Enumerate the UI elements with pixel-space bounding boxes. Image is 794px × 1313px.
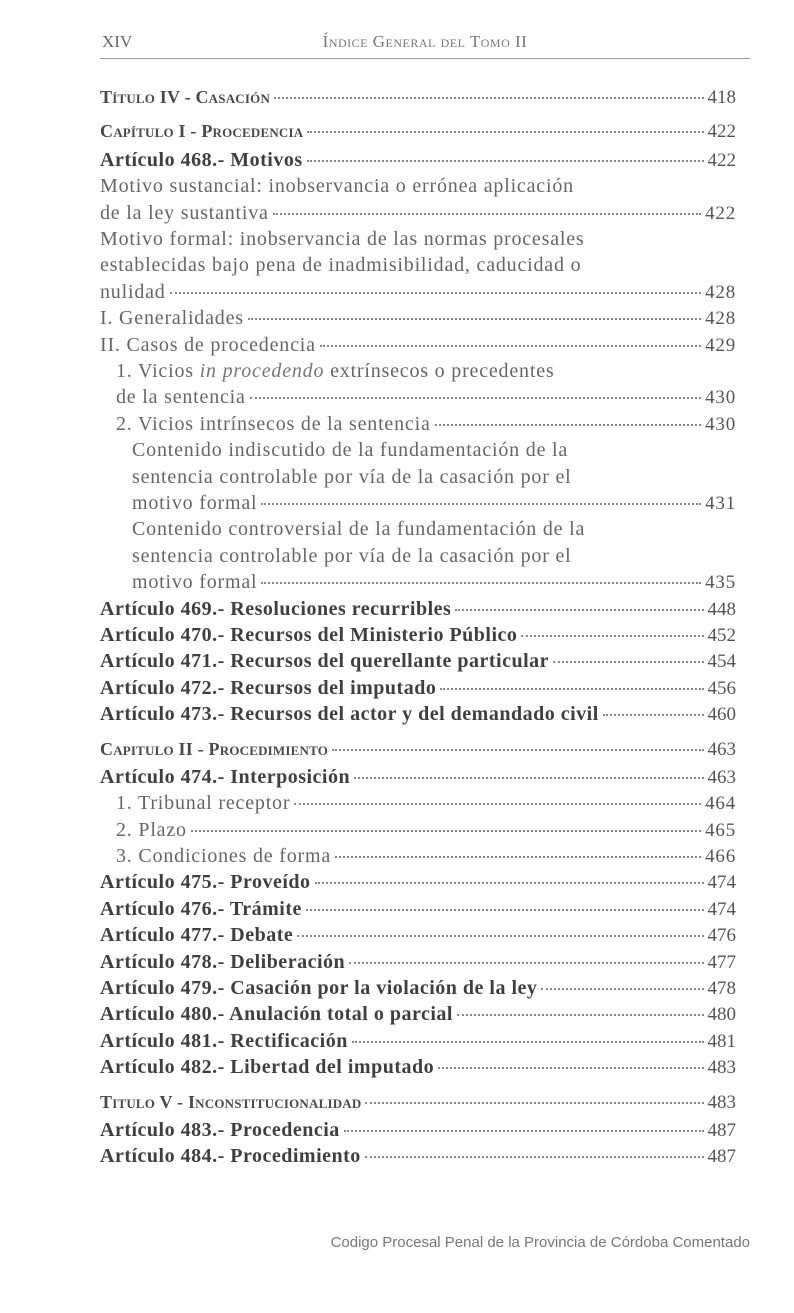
- entry-page: 460: [707, 704, 736, 726]
- entry-label: Artículo 484.- Procedimiento: [100, 1145, 361, 1168]
- dot-leader: [332, 749, 703, 751]
- entry-page: 428: [705, 281, 736, 303]
- entry-label: Titulo V - Inconstitucionalidad: [100, 1091, 362, 1112]
- entry-page: 487: [707, 1119, 736, 1141]
- entry-page: 483: [707, 1091, 736, 1113]
- entry-label: Artículo 478.- Deliberación: [100, 950, 346, 973]
- entry-page: 456: [707, 677, 736, 699]
- entry-label: II. Casos de procedencia: [100, 333, 316, 356]
- entry-label: Artículo 469.- Resoluciones recurribles: [100, 597, 452, 620]
- entry-page: 435: [705, 572, 736, 594]
- toc-entry-art481[interactable]: [100, 1028, 736, 1054]
- entry-page: 481: [707, 1030, 736, 1052]
- dot-leader: [440, 688, 703, 690]
- entry-label-line: nulidad: [100, 280, 166, 303]
- dot-leader: [344, 1130, 704, 1132]
- entry-label: I. Generalidades: [100, 307, 244, 330]
- toc-entry-art476[interactable]: [100, 896, 736, 922]
- entry-page: 477: [707, 951, 736, 973]
- dot-leader: [335, 856, 701, 858]
- entry-page: 483: [707, 1057, 736, 1079]
- entry-page: 464: [705, 793, 736, 815]
- dot-leader: [261, 582, 701, 584]
- dot-leader: [352, 1041, 704, 1043]
- dot-leader: [320, 345, 701, 347]
- entry-label-line: de la ley sustantiva: [100, 201, 269, 224]
- toc-entry-art470[interactable]: [100, 622, 736, 648]
- toc-entry-art473[interactable]: [100, 701, 736, 727]
- entry-page: 487: [707, 1146, 736, 1168]
- entry-page: 465: [705, 819, 736, 841]
- toc-entry-art475[interactable]: [100, 869, 736, 895]
- entry-label-line: sentencia controlable por vía de la casación por el: [132, 465, 572, 488]
- dot-leader: [553, 661, 703, 663]
- table-of-contents: [100, 84, 736, 1170]
- dot-leader: [365, 1102, 703, 1104]
- toc-entry-titulo-iv[interactable]: [100, 84, 736, 110]
- toc-entry-plazo[interactable]: [100, 817, 736, 843]
- entry-label-line: establecidas bajo pena de inadmisibilidad, caducidad o: [100, 254, 582, 277]
- page-number: XIV: [102, 32, 133, 51]
- dot-leader: [297, 935, 703, 937]
- toc-entry-art480[interactable]: [100, 1001, 736, 1027]
- entry-label: Artículo 472.- Recursos del imputado: [100, 676, 437, 699]
- toc-entry-art484[interactable]: [100, 1143, 736, 1169]
- dot-leader: [273, 213, 701, 215]
- dot-leader: [457, 1014, 704, 1016]
- entry-page: 466: [705, 846, 736, 868]
- entry-label: Artículo 468.- Motivos: [100, 148, 303, 171]
- toc-entry-condiciones-forma[interactable]: [100, 843, 736, 869]
- entry-page: 430: [705, 387, 736, 409]
- entry-label: Artículo 483.- Procedencia: [100, 1118, 340, 1141]
- entry-label-line: [116, 358, 736, 384]
- dot-leader: [354, 777, 703, 779]
- dot-leader: [306, 909, 704, 911]
- dot-leader: [261, 503, 701, 505]
- toc-entry-vicios-extrinsecos[interactable]: [100, 358, 736, 411]
- entry-label: Artículo 471.- Recursos del querellante particular: [100, 650, 550, 673]
- toc-entry-casos-procedencia[interactable]: [100, 332, 736, 358]
- entry-label: Artículo 481.- Rectificación: [100, 1029, 348, 1052]
- entry-page: 463: [707, 766, 736, 788]
- entry-label-line: motivo formal: [132, 571, 258, 594]
- toc-entry-capitulo-i[interactable]: [100, 118, 736, 144]
- dot-leader: [455, 609, 703, 611]
- toc-entry-vicios-intrinsecos[interactable]: [100, 411, 736, 437]
- dot-leader: [294, 803, 701, 805]
- running-title: Índice General del Tomo II: [322, 32, 528, 51]
- dot-leader: [250, 397, 701, 399]
- toc-entry-art468[interactable]: [100, 147, 736, 173]
- entry-page: 422: [707, 149, 736, 171]
- dot-leader: [521, 635, 703, 637]
- toc-entry-capitulo-ii[interactable]: [100, 736, 736, 762]
- entry-label: 3. Condiciones de forma: [116, 845, 332, 868]
- entry-label: 2. Vicios intrínsecos de la sentencia: [116, 412, 431, 435]
- entry-label: Artículo 479.- Casación por la violación de la ley: [100, 977, 538, 1000]
- entry-page: 474: [707, 898, 736, 920]
- entry-page: 452: [707, 624, 736, 646]
- entry-page: 476: [707, 925, 736, 947]
- toc-entry-contenido-controversial[interactable]: [100, 516, 736, 595]
- entry-suffix: extrínsecos o precedentes: [324, 359, 555, 382]
- entry-label: Artículo 480.- Anulación total o parcial: [100, 1003, 453, 1026]
- toc-entry-contenido-indiscutido[interactable]: [100, 437, 736, 516]
- entry-italic-term: in procedendo: [199, 359, 325, 382]
- entry-page: 429: [705, 334, 736, 356]
- entry-label: 2. Plazo: [116, 818, 187, 841]
- entry-page: 478: [707, 978, 736, 1000]
- toc-entry-generalidades[interactable]: [100, 305, 736, 331]
- entry-label-line: de la sentencia: [116, 386, 246, 409]
- entry-label: Capitulo II - Procedimiento: [100, 738, 329, 759]
- entry-page: 463: [707, 738, 736, 760]
- entry-page: 431: [705, 492, 736, 514]
- entry-label: Artículo 470.- Recursos del Ministerio Público: [100, 623, 518, 646]
- entry-label-line: Motivo formal: inobservancia de las normas procesales: [100, 227, 585, 250]
- entry-label: Artículo 473.- Recursos del actor y del demandado civil: [100, 703, 599, 726]
- entry-label: Artículo 474.- Interposición: [100, 765, 351, 788]
- running-header: [100, 30, 750, 59]
- running-footer: Codigo Procesal Penal de la Provincia de Córdoba Comentado: [330, 1234, 750, 1251]
- toc-entry-titulo-v[interactable]: [100, 1089, 736, 1115]
- dot-leader: [170, 292, 702, 294]
- toc-entry-art474[interactable]: [100, 764, 736, 790]
- dot-leader: [274, 97, 703, 99]
- dot-leader: [315, 882, 704, 884]
- dot-leader: [191, 830, 701, 832]
- entry-page: 448: [707, 598, 736, 620]
- dot-leader: [365, 1156, 704, 1158]
- entry-page: 418: [707, 87, 736, 108]
- entry-prefix: 1. Vicios: [116, 359, 200, 382]
- dot-leader: [541, 988, 703, 990]
- entry-label: Capítulo I - Procedencia: [100, 121, 304, 142]
- toc-entry-art477[interactable]: [100, 922, 736, 948]
- entry-page: 422: [705, 202, 736, 224]
- entry-page: 428: [705, 308, 736, 330]
- entry-page: 422: [707, 121, 736, 143]
- toc-entry-art469[interactable]: [100, 596, 736, 622]
- toc-entry-art478[interactable]: [100, 949, 736, 975]
- toc-entry-art472[interactable]: [100, 675, 736, 701]
- entry-label: Artículo 477.- Debate: [100, 924, 294, 947]
- toc-entry-art471[interactable]: [100, 648, 736, 674]
- dot-leader: [349, 962, 703, 964]
- toc-entry-art482[interactable]: [100, 1054, 736, 1080]
- entry-label: Artículo 475.- Proveído: [100, 871, 311, 894]
- entry-label: Artículo 482.- Libertad del imputado: [100, 1056, 435, 1079]
- entry-label-line: Contenido controversial de la fundamentación de la: [132, 518, 586, 541]
- entry-label: Título IV - Casación: [100, 87, 271, 107]
- entry-label-line: sentencia controlable por vía de la casación por el: [132, 544, 572, 567]
- dot-leader: [307, 160, 704, 162]
- entry-page: 430: [705, 413, 736, 435]
- toc-entry-tribunal-receptor[interactable]: [100, 790, 736, 816]
- toc-entry-art483[interactable]: [100, 1117, 736, 1143]
- dot-leader: [603, 714, 704, 716]
- entry-page: 480: [707, 1004, 736, 1026]
- toc-entry-motivo-formal[interactable]: [100, 226, 736, 305]
- dot-leader: [248, 318, 701, 320]
- dot-leader: [435, 424, 701, 426]
- toc-entry-motivo-sustancial[interactable]: [100, 173, 736, 226]
- dot-leader: [438, 1067, 703, 1069]
- entry-page: 474: [707, 872, 736, 894]
- toc-entry-art479[interactable]: [100, 975, 736, 1001]
- entry-label: 1. Tribunal receptor: [116, 792, 291, 815]
- entry-label-line: motivo formal: [132, 491, 258, 514]
- entry-label-line: Motivo sustancial: inobservancia o errónea aplicación: [100, 175, 574, 198]
- dot-leader: [307, 131, 703, 133]
- entry-page: 454: [707, 651, 736, 673]
- entry-label: Artículo 476.- Trámite: [100, 897, 302, 920]
- entry-label-line: Contenido indiscutido de la fundamentación de la: [132, 439, 569, 462]
